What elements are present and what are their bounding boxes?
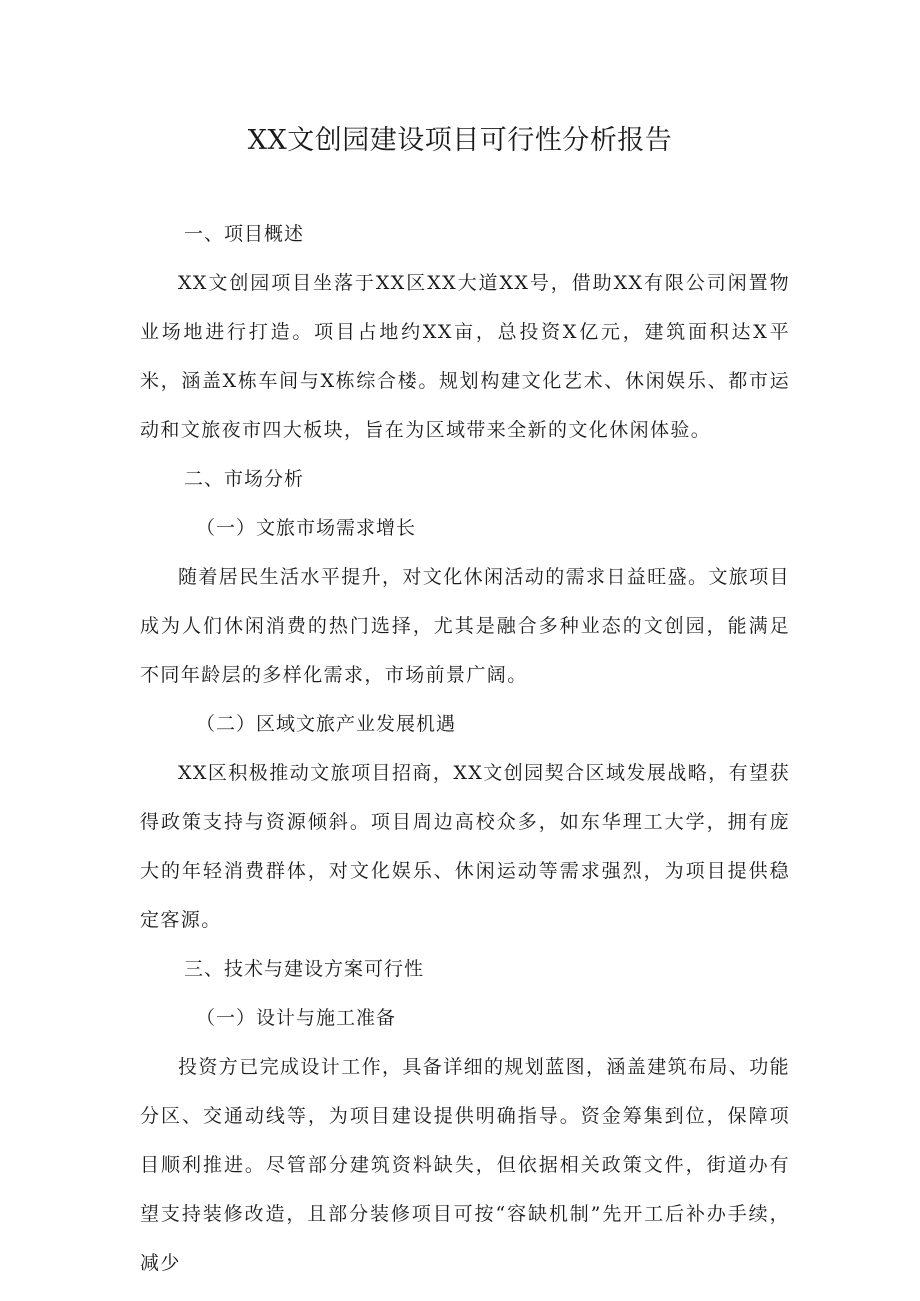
paragraph-design: 投资方已完成设计工作，具备详细的规划蓝图，涵盖建筑布局、功能分区、交通动线等，为项目建设提供明确指导。资金筹集到位，保障项目顺利推进。尽管部分建筑资料缺失，但依据相关政策文件，街道办有望支持装修改造，且部分装修项目可按“容缺机制”先开工后补办手续，减少 [140,1056,791,1274]
subsection-heading-design: （一）设计与施工准备 [196,1007,397,1029]
section-heading-market: 二、市场分析 [184,468,305,490]
paragraph-overview: XX文创园项目坐落于XX区XX大道XX号，借助XX有限公司闲置物业场地进行打造。项目占地约XX亩，总投资X亿元，建筑面积达X平米，涵盖X栋车间与X栋综合楼。规划构建文化艺术、休闲娱乐、都市运动和文旅夜市四大板块，旨在为区域带来全新的文化休闲体验。 [140,272,790,441]
paragraph-demand: 随着居民生活水平提升，对文化休闲活动的需求日益旺盛。文旅项目成为人们休闲消费的热门选择，尤其是融合多种业态的文创园，能满足不同年龄层的多样化需求，市场前景广阔。 [140,566,791,686]
subsection-heading-opportunity: （二）区域文旅产业发展机遇 [196,713,457,735]
section-heading-technical: 三、技术与建设方案可行性 [184,958,425,980]
document-title: XX文创园建设项目可行性分析报告 [247,125,673,156]
section-heading-overview: 一、项目概述 [184,223,305,245]
subsection-heading-demand: （一）文旅市场需求增长 [196,517,417,539]
document-body [140,210,790,1288]
paragraph-opportunity: XX区积极推动文旅项目招商，XX文创园契合区域发展战略，有望获得政策支持与资源倾斜。项目周边高校众多，如东华理工大学，拥有庞大的年轻消费群体，对文化娱乐、休闲运动等需求强烈，为项目提供稳定客源。 [140,762,790,931]
